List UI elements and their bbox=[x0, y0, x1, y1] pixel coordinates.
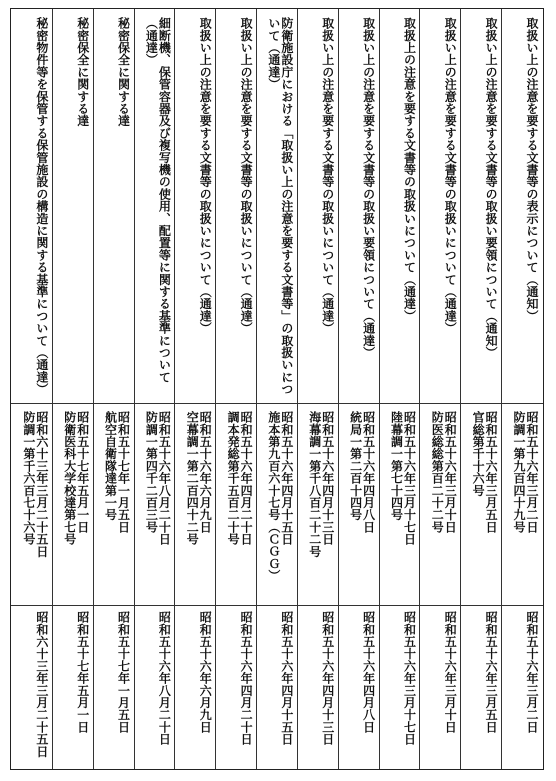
entry-number: 昭和五十六年六月九日 空幕調一第二百四十二号 bbox=[185, 411, 213, 546]
entry-title: 取扱い上の注意を要する文書等の取扱いについて（通達） bbox=[239, 17, 254, 335]
entry-title: 取扱い上の注意を要する文書等の取扱いについて（通達） bbox=[198, 17, 213, 335]
entry-title: 取扱上の注意を要する文書等の取扱いについて（通達） bbox=[402, 17, 417, 322]
entry-column bbox=[338, 9, 379, 769]
entry-title: 取扱い上の注意を要する文書等の取扱い要領について（通知） bbox=[484, 17, 499, 359]
entry-column bbox=[174, 9, 215, 769]
entry-date: 昭和五十六年四月八日 bbox=[361, 611, 376, 733]
entry-column bbox=[93, 9, 134, 769]
entry-date: 昭和五十六年三月二日 bbox=[524, 611, 539, 733]
entry-column bbox=[501, 9, 542, 769]
entry-number: 昭和五十六年三月十七日 陸幕調一第七十四号 bbox=[389, 411, 417, 546]
entry-title: 取扱い上の注意を要する文書等の取扱いについて（通達） bbox=[320, 17, 335, 335]
entry-column bbox=[11, 9, 52, 769]
entry-date: 昭和五十七年五月一日 bbox=[75, 611, 90, 733]
entry-date: 昭和五十六年三月十七日 bbox=[402, 611, 417, 746]
entry-number: 昭和五十六年四月二十日 調本発総第千五百二十号 bbox=[226, 411, 254, 546]
entry-number: 昭和五十六年八月二十日 防調一第四千二百三号 bbox=[144, 411, 172, 546]
entry-title: 取扱い上の注意を要する文書等の取扱い要領について（通達） bbox=[361, 17, 376, 359]
entry-title: 秘密保全に関する達 bbox=[116, 17, 131, 127]
entry-number: 昭和五十七年五月一日 防衛医科大学校達第七号 bbox=[62, 411, 90, 546]
entry-title: 取扱い上の注意を要する文書等の取扱いについて（通達） bbox=[443, 17, 458, 335]
entry-date: 昭和六十三年三月二十五日 bbox=[34, 611, 49, 758]
entry-date: 昭和五十六年六月九日 bbox=[198, 611, 213, 733]
entry-number: 昭和五十六年四月八日 統局一第二百十四号 bbox=[348, 411, 376, 533]
entry-date: 昭和五十六年四月二十日 bbox=[239, 611, 254, 746]
entry-date: 昭和五十六年八月二十日 bbox=[157, 611, 172, 746]
entry-number: 昭和五十六年三月五日 官総第千十六号 bbox=[471, 411, 499, 533]
document-table bbox=[10, 8, 544, 770]
entry-date: 昭和五十六年四月十五日 bbox=[279, 611, 294, 746]
entry-column bbox=[419, 9, 460, 769]
entry-column bbox=[460, 9, 501, 769]
entry-date: 昭和五十六年四月十三日 bbox=[320, 611, 335, 746]
entry-column bbox=[297, 9, 338, 769]
entry-column bbox=[256, 9, 297, 769]
entry-column bbox=[215, 9, 256, 769]
entry-date: 昭和五十六年三月十日 bbox=[443, 611, 458, 733]
entry-number: 昭和五十六年四月十三日 海幕調一第千八百二十二号 bbox=[307, 411, 335, 558]
entry-number: 昭和五十六年三月十日 防医総総第百二十二号 bbox=[430, 411, 458, 533]
entry-column bbox=[379, 9, 420, 769]
entry-number: 昭和五十六年三月二日 防調一第九百四十九号 bbox=[511, 411, 539, 533]
entry-title: 細断機、保管容器及び複写機の使用、配置等に関する基準について（通達） bbox=[144, 17, 172, 383]
entry-number: 昭和五十六年四月十五日 施本第九百六十七号（ＣＧＧ） bbox=[266, 411, 294, 582]
entry-title: 秘密物件等を保管する保管施設の構造に関する基準について（通達） bbox=[34, 17, 49, 396]
entry-title: 取扱い上の注意を要する文書等の表示について（通知） bbox=[524, 17, 539, 322]
entry-date: 昭和五十六年三月五日 bbox=[484, 611, 499, 733]
entry-column bbox=[134, 9, 175, 769]
entry-title: 防衛施設庁における「取扱い上の注意を要する文書等」の取扱いについて（通達） bbox=[266, 17, 294, 396]
entry-column bbox=[52, 9, 93, 769]
entry-number: 昭和五十七年一月五日 航空自衛隊達第一号 bbox=[103, 411, 131, 533]
entry-date: 昭和五十七年一月五日 bbox=[116, 611, 131, 733]
entry-title: 秘密保全に関する達 bbox=[75, 17, 90, 127]
entry-number: 昭和六十三年三月二十五日 防調一第千六百七十六号 bbox=[21, 411, 49, 558]
